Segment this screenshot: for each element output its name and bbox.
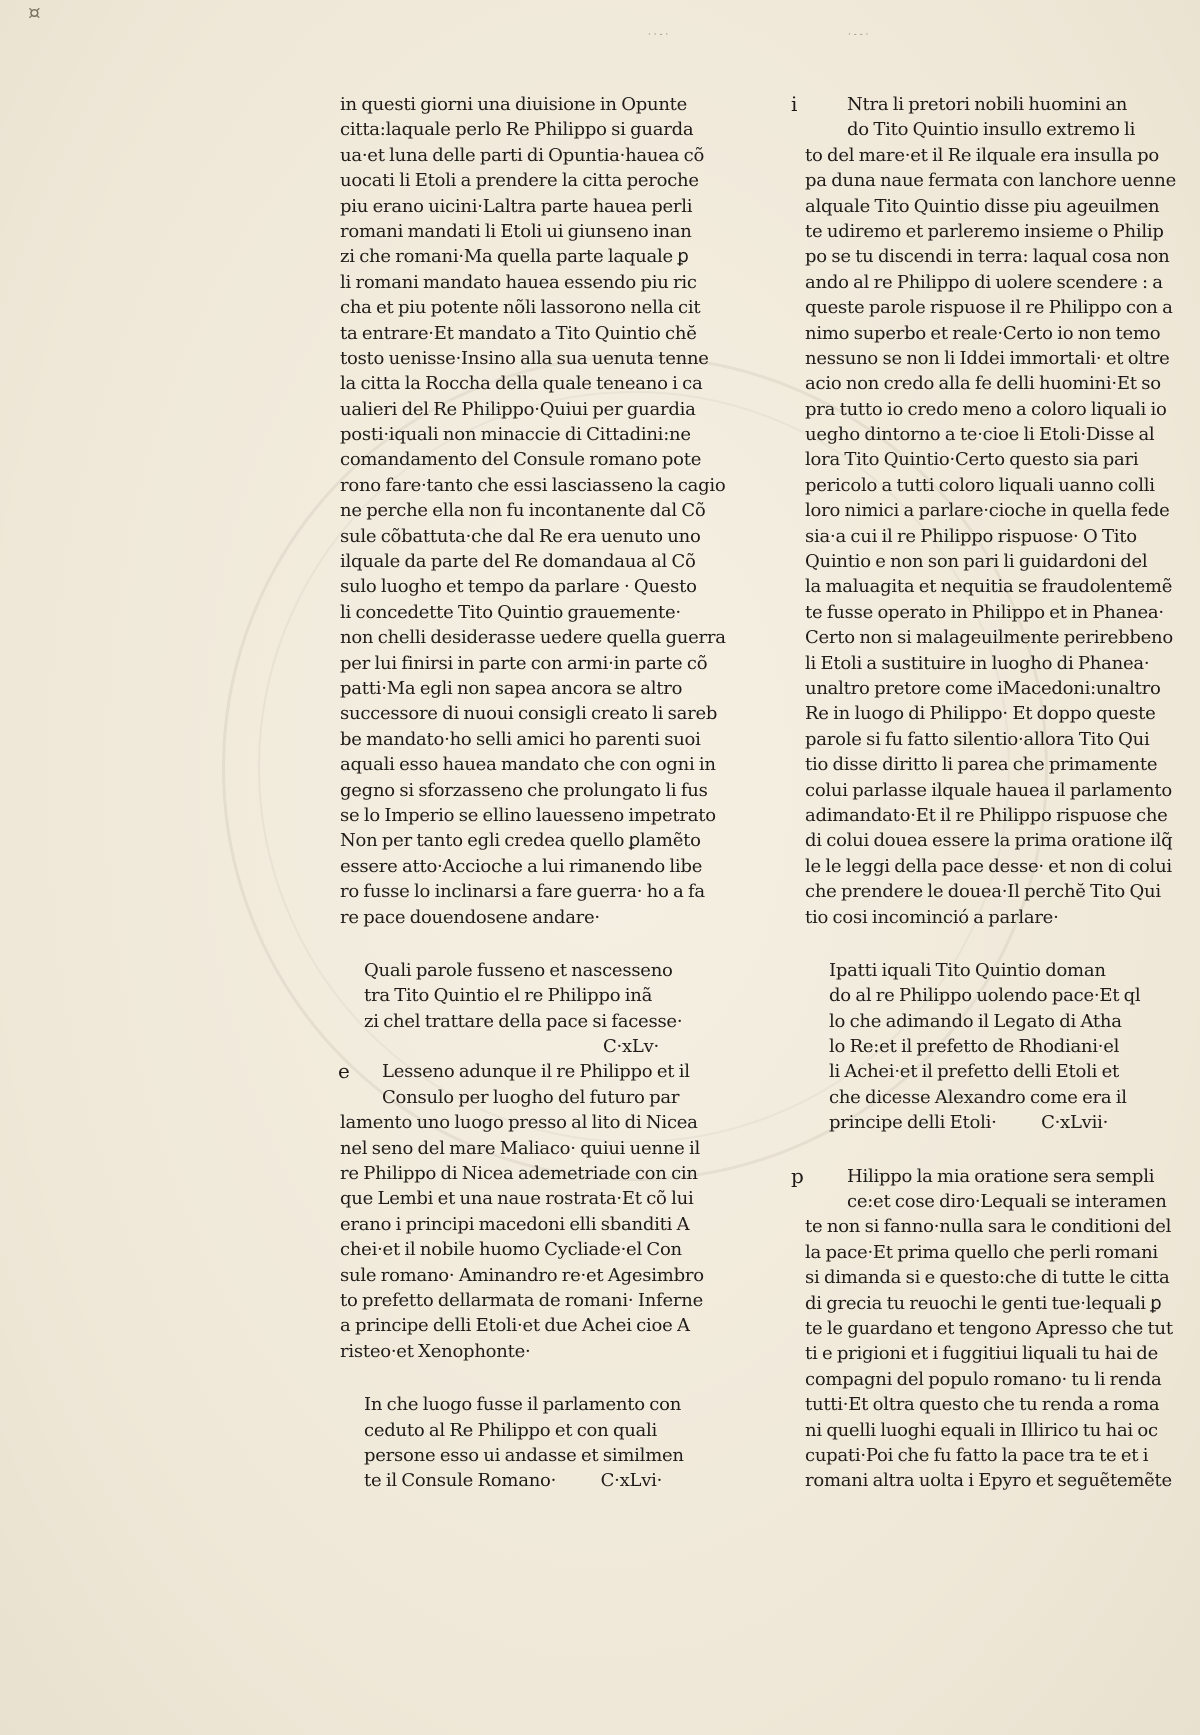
text-line: li romani mandato hauea essendo piu ric: [340, 271, 697, 293]
text-line: que Lembi et una naue rostrata·Et cõ lui: [340, 1188, 694, 1210]
text-line: non chelli desiderasse uedere quella guerra: [340, 627, 726, 649]
text-line: la citta la Roccha della quale teneano i ca: [340, 373, 703, 395]
text-line: li concedette Tito Quintio grauemente·: [340, 601, 681, 623]
rubric-line: [340, 1468, 695, 1493]
text-line: nimo superbo et reale·Certo io non temo: [805, 322, 1161, 344]
guide-letter: e: [338, 1059, 350, 1084]
rubric-line: tra Tito Quintio el re Philippo inã: [364, 985, 653, 1007]
text-line: ro fusse lo inclinarsi a fare guerra· ho a fa: [340, 881, 705, 903]
text-line: uocati li Etoli a prendere la citta peroche: [340, 170, 699, 192]
text-line: do al re Philippo uolendo pace·Et ql: [829, 985, 1141, 1007]
text-line: posti·iquali non minaccie di Cittadini:ne: [340, 424, 691, 446]
text-line: nel seno del mare Maliaco· quiui uenne il: [340, 1137, 700, 1159]
text-line: li Etoli a sustituire in luogho di Phanea·: [805, 652, 1150, 674]
text-line: piu erano uicini·Laltra parte hauea perli: [340, 195, 693, 217]
text-line: essere atto·Acciochе a lui rimanendo libe: [340, 855, 703, 877]
text-line: in questi giorni una diuisione in Opunte: [340, 94, 688, 115]
text-line: do Tito Quintio insullo extremo li: [847, 119, 1136, 141]
text-line: per lui finirsi in parte con armi·in parte cõ: [340, 652, 708, 674]
text-line: romani altra uolta i Epyro et seguẽtemẽte: [805, 1470, 1172, 1492]
text-line: tio disse diritto li parea che primamente: [805, 754, 1158, 776]
text-line: Ntra li pretori nobili huomini an: [847, 94, 1128, 115]
text-line: le le leggi della pace desse· et non di colui: [805, 855, 1172, 877]
text-line: sulo luogho et tempo da parlare · Questo: [340, 576, 697, 598]
text-line: ne perche ella non fu incontanente dal Cõ: [340, 500, 706, 522]
text-line: che prendere le douea·Il perchĕ Tito Qui: [805, 881, 1161, 903]
text-line: lo Re:et il prefetto de Rhodiani·el: [829, 1036, 1120, 1058]
text-line: successore di nuoui consigli creato li sareb: [340, 703, 718, 725]
text-line: gegno si sforzasseno che prolungato li fus: [340, 779, 708, 801]
text-line: te non si fanno·nulla sara le conditioni del: [805, 1216, 1172, 1238]
text-line: ni quelli luoghi equali in Illirico tu hai oc: [805, 1419, 1158, 1441]
text-line: be mandato·ho selli amici ho parenti suoi: [340, 728, 701, 750]
left-rubric-1: [340, 958, 695, 1060]
left-column: [338, 92, 726, 1494]
text-line: te le guardano et tengono Apresso che tut: [805, 1317, 1173, 1339]
text-line: cha et piu potente nõli lassorono nella cit: [340, 297, 701, 319]
text-line: tosto uenisse·Insino alla sua uenuta tenne: [340, 347, 709, 369]
text-line: Hilippo la mia oratione sera sempli: [847, 1165, 1155, 1187]
chapter-number: C·xLv·: [603, 1036, 659, 1058]
rubric-text: principe delli Etoli·: [829, 1112, 997, 1134]
text-line: Re in luogo di Philippo· Et doppo queste: [805, 703, 1156, 725]
text-line: nessuno se non li Iddei immortali· et oltre: [805, 347, 1170, 369]
rubric-line: Quali parole fusseno et nascesseno: [364, 959, 673, 981]
chapter-number: C·xLvi·: [600, 1470, 663, 1492]
text-line: loro nimici a parlare·cioche in quella fede: [805, 500, 1170, 522]
text-line: patti·Ma egli non sapea ancora se altro: [340, 677, 683, 699]
text-line: colui parlasse ilquale hauea il parlamento: [805, 779, 1172, 801]
right-column: [791, 92, 1176, 1494]
rubric-line: In che luogo fusse il parlamento con: [364, 1394, 682, 1416]
text-line: acio non credo alla fe delli huomini·Et so: [805, 373, 1161, 395]
top-note: · ‑ ‑ ·: [848, 30, 869, 40]
right-paragraph-1: [791, 92, 1176, 930]
text-line: pra tutto io credo meno a coloro liquali io: [805, 398, 1167, 420]
text-line: compagni del populo romano· tu li renda: [805, 1368, 1162, 1390]
text-line: romani mandati li Etoli ui giunseno inan: [340, 220, 692, 242]
guide-letter: i: [791, 92, 798, 116]
text-line: a principe delli Etoli·et due Achei cioe A: [340, 1315, 690, 1337]
text-line: sule romano· Aminandro re·et Agesimbro: [340, 1264, 704, 1286]
text-line: tio cosi incominció a parlare·: [805, 906, 1059, 928]
text-line: Ipatti iquali Tito Quintio doman: [829, 959, 1106, 981]
text-line: lamento uno luogo presso al lito di Nicea: [340, 1112, 698, 1134]
text-line: cupati·Poi che fu fatto la pace tra te et i: [805, 1444, 1149, 1466]
rubric-line: persone esso ui andasse et similmen: [364, 1444, 684, 1466]
text-line: sia·a cui il re Philippo rispuose· O Tito: [805, 525, 1137, 547]
chapter-number: C·xLvii·: [1041, 1112, 1109, 1134]
text-line: rono fare·tanto che essi lasciasseno la cagio: [340, 474, 726, 496]
text-line: te udiremo et parleremo insieme o Philip: [805, 220, 1164, 242]
text-line: Non per tanto egli credea quello ꝑlamẽto: [340, 830, 701, 852]
text-line: ta entrare·Et mandato a Tito Quintio chĕ: [340, 322, 697, 344]
text-line: ua·et luna delle parti di Opuntia·hauea cõ: [340, 144, 705, 166]
text-line: ce:et cose diro·Lequali se interamen: [847, 1191, 1167, 1213]
text-line: citta:laquale perlo Re Philippo si guarda: [340, 119, 694, 141]
text-line: di colui douea essere la prima oratione ilq̃: [805, 830, 1173, 852]
text-line: pericolo a tutti coloro liquali uanno colli: [805, 474, 1155, 496]
rubric-text: te il Consule Romano·: [364, 1470, 557, 1492]
rubric-line: [805, 1110, 1135, 1135]
guide-letter: p: [791, 1163, 804, 1188]
text-line: to prefetto dellarmata de romani· Inferne: [340, 1289, 703, 1311]
text-line: risteo·et Xenophonte·: [340, 1340, 531, 1362]
text-line: ti e prigioni et i fuggitiui liquali tu hai de: [805, 1343, 1158, 1365]
left-paragraph-1: [340, 92, 726, 930]
text-line: la pace·Et prima quello che perli romani: [805, 1241, 1158, 1263]
right-rubric-1: [805, 958, 1141, 1136]
text-line: comandamento del Consule romano pote: [340, 449, 702, 471]
text-line: Lesseno adunque il re Philippo et il: [382, 1061, 690, 1083]
text-line: lora Tito Quintio·Certo questo sia pari: [805, 449, 1139, 471]
corner-mark: ¤: [28, 0, 41, 24]
text-line: li Achei·et il prefetto delli Etoli et: [829, 1061, 1119, 1083]
text-line: po se tu discendi in terra: laqual cosa non: [805, 246, 1170, 268]
text-line: aquali esso hauea mandato che con ogni in: [340, 754, 716, 776]
text-line: re Philippo di Nicea ademetriade con cin: [340, 1163, 698, 1185]
left-paragraph-2: [338, 1059, 704, 1364]
text-line: sule cõbattuta·che dal Re era uenuto uno: [340, 525, 701, 547]
text-line: queste parole rispuose il re Philippo con a: [805, 297, 1173, 319]
text-line: to del mare·et il Re ilquale era insulla po: [805, 144, 1159, 166]
text-line: pa duna naue fermata con lanchore uenne: [805, 170, 1176, 192]
text-line: che dicesse Alexandro come era il: [829, 1086, 1127, 1108]
left-rubric-2: [340, 1392, 695, 1494]
text-line: Certo non si malageuilmente perirebbeno: [805, 627, 1173, 649]
text-line: lo che adimando il Legato di Atha: [829, 1010, 1122, 1032]
text-line: erano i principi macedoni elli sbanditi A: [340, 1213, 690, 1235]
text-line: alquale Tito Quintio disse piu ageuilmen: [805, 195, 1160, 217]
text-line: la maluagita et nequitia se fraudolentemẽ: [805, 576, 1173, 598]
text-line: si dimanda si e questo:che di tutte le citta: [805, 1267, 1170, 1289]
text-line: zi che romani·Ma quella parte laquale ꝑ: [340, 246, 689, 268]
text-line: adimandato·Et il re Philippo rispuose che: [805, 804, 1168, 826]
text-line: tutti·Et oltra questo che tu renda a roma: [805, 1394, 1160, 1416]
text-line: di grecia tu reuochi le genti tue·lequali ꝑ: [805, 1292, 1162, 1314]
text-line: re pace douendosene andare·: [340, 906, 600, 928]
text-line: ando al re Philippo di uolere scendere : a: [805, 271, 1163, 293]
text-line: chei·et il nobile huomo Cycliade·el Con: [340, 1239, 682, 1261]
text-line: ilquale da parte del Re domandaua al Cõ: [340, 551, 696, 573]
text-line: parole si fu fatto silentio·allora Tito Qui: [805, 728, 1150, 750]
top-note: · · ‑ ·: [648, 30, 669, 40]
text-line: Quintio e non son pari li guidardoni del: [805, 551, 1148, 573]
text-line: unaltro pretore come iMacedoni:unaltro: [805, 677, 1161, 699]
rubric-line: ceduto al Re Philippo et con quali: [364, 1419, 658, 1441]
text-line: te fusse operato in Philippo et in Phanea·: [805, 601, 1164, 623]
right-paragraph-2: [791, 1163, 1173, 1494]
text-line: ualieri del Re Philippo·Quiui per guardia: [340, 398, 696, 420]
text-line: uegho dintorno a te·cioe li Etoli·Disse al: [805, 424, 1155, 446]
text-line: Consulo per luogho del futuro par: [382, 1086, 680, 1108]
text-line: se lo Imperio se ellino lauesseno impetrato: [340, 804, 716, 826]
rubric-line: zi chel trattare della pace si facesse·: [364, 1010, 683, 1032]
